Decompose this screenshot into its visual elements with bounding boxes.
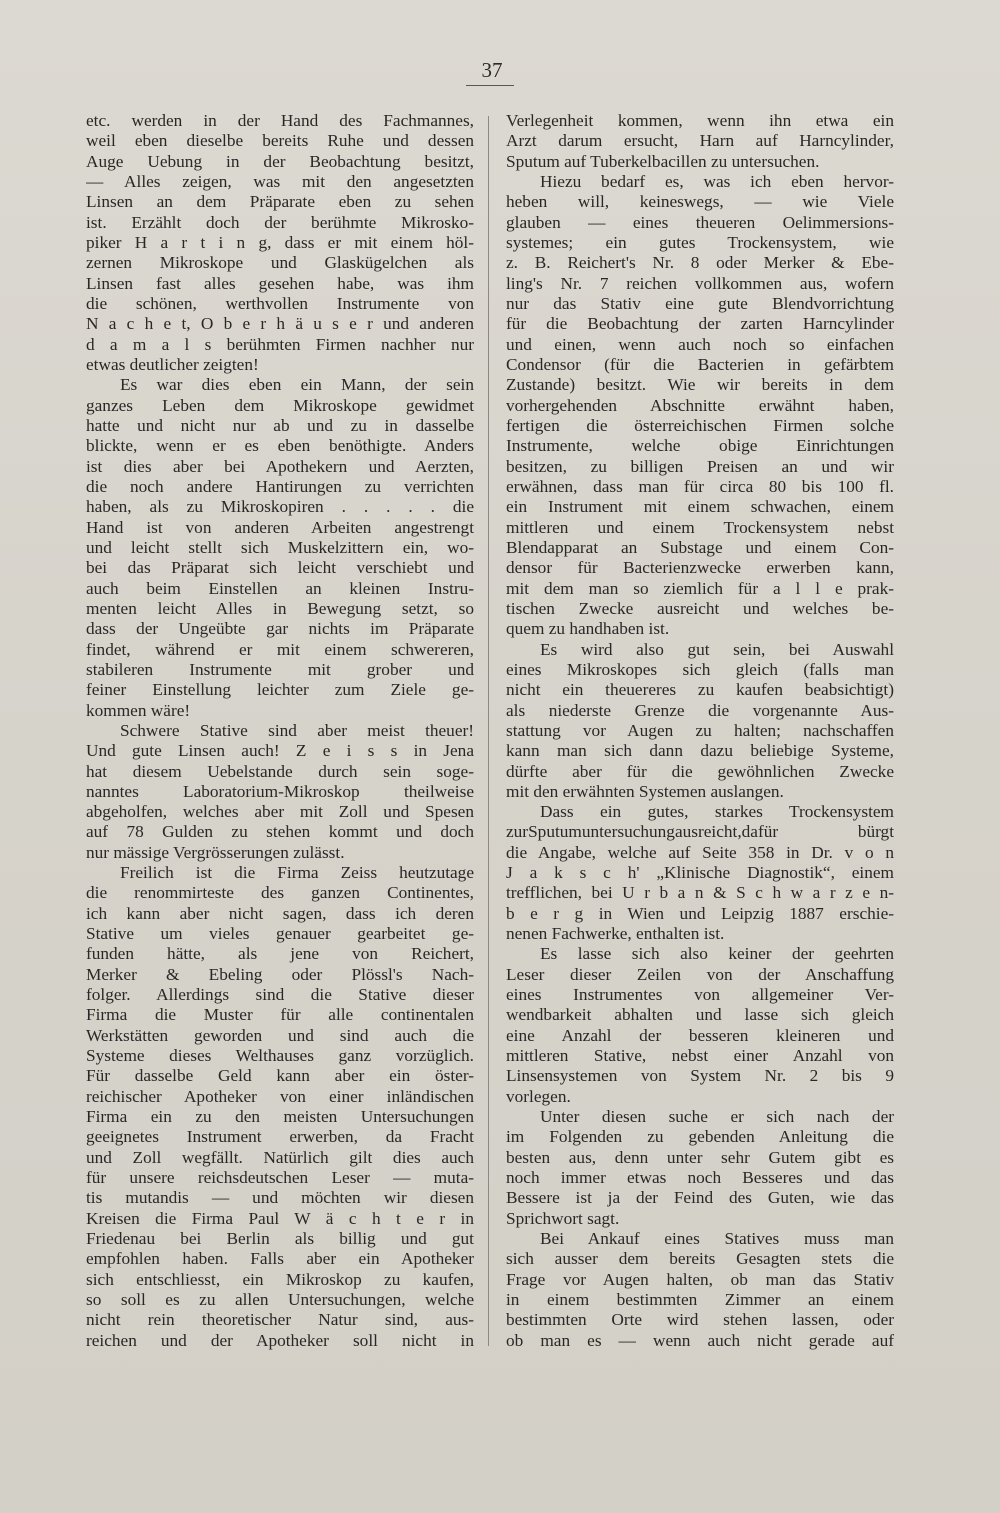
right-column (506, 111, 894, 1351)
text-line: Hiezu bedarf es, was ich eben hervor- (540, 171, 894, 191)
text-line: Stative um vieles genauer gearbeitet ge- (86, 924, 474, 944)
text-line: bestimmten Orte wird stehen lassen, oder (506, 1310, 894, 1330)
text-line: reichen und der Apotheker soll nicht in (86, 1330, 474, 1350)
text-line: fertigen die österreichischen Firmen solche (506, 415, 894, 435)
text-line: feiner Einstellung leichter zum Ziele ge- (86, 680, 474, 700)
text-line: z. B. Reichert's Nr. 8 oder Merker & Ebe- (506, 253, 894, 273)
text-line: auf 78 Gulden zu stehen kommt und doch (86, 822, 474, 842)
text-line: ist. Erzählt doch der berühmte Mikrosko- (86, 212, 474, 232)
text-line: kommen wäre! (86, 700, 191, 720)
text-line: b e r g in Wien und Leipzig 1887 erschie- (506, 903, 894, 923)
text-line: als niederste Grenze die vorgenannte Aus- (506, 700, 894, 720)
text-line: Schwere Stative sind aber meist theuer! (120, 720, 474, 740)
text-line: hat diesem Uebelstande durch sein soge- (86, 761, 474, 781)
text-line: Verlegenheit kommen, wenn ihn etwa ein (506, 111, 894, 130)
text-line: — Alles zeigen, was mit den angesetzten (86, 171, 474, 191)
text-line: dürfte aber für die gewöhnlichen Zwecke (506, 761, 894, 781)
text-line: Es war dies eben ein Mann, der sein (120, 375, 474, 395)
text-line: blickte, wenn er es eben benöthigte. Anders (86, 436, 474, 456)
text-line: mit den erwähnten Systemen auslangen. (506, 781, 784, 801)
text-line: Linsen fast alles gesehen habe, was ihm (86, 273, 474, 293)
text-line: auch beim Einstellen an kleinen Instru- (86, 578, 474, 598)
text-line: erwähnen, dass man für circa 80 bis 100 fl. (506, 476, 894, 496)
text-line: im Folgenden zu gebenden Anleitung die (506, 1127, 894, 1147)
text-line: quem zu handhaben ist. (506, 619, 670, 639)
text-line: nicht ein theuereres zu kaufen beabsichtigt) (506, 680, 894, 700)
text-line: abgeholfen, welches aber mit Zoll und Spesen (86, 802, 474, 822)
text-line: Es wird also gut sein, bei Auswahl (540, 639, 894, 659)
column-divider (488, 116, 489, 1346)
text-line: mittleren Stative, nebst einer Anzahl von (506, 1046, 894, 1066)
text-line: für unsere reichsdeutschen Leser — muta- (86, 1168, 474, 1188)
text-line: Kreisen die Firma Paul W ä c h t e r in (86, 1208, 474, 1228)
text-line: zurSputumuntersuchungausreicht,dafür bürgt (506, 822, 894, 842)
text-line: Arzt darum ersucht, Harn auf Harncylinder, (506, 131, 894, 151)
text-line: Freilich ist die Firma Zeiss heutzutage (120, 863, 474, 883)
text-line: die schönen, werthvollen Instrumente von (86, 293, 474, 313)
text-line: Blendapparat an Substage und einem Con- (506, 537, 894, 557)
text-line: nicht rein theoretischer Natur sind, aus- (86, 1310, 474, 1330)
text-line: haben, als zu Mikroskopiren . . . . . die (86, 497, 474, 517)
text-line: piker H a r t i n g, dass er mit einem höl- (86, 232, 474, 252)
text-line: nenen Fachwerke, enthalten ist. (506, 924, 725, 944)
text-line: Bessere ist ja der Feind des Guten, wie das (506, 1188, 894, 1208)
text-line: stabileren Instrumente mit grober und (86, 659, 474, 679)
text-line: Sprichwort sagt. (506, 1208, 620, 1228)
text-line: ling's Nr. 7 reichen vollkommen aus, wofern (506, 273, 894, 293)
text-line: Und gute Linsen auch! Z e i s s in Jena (86, 741, 474, 761)
text-line: für die Beobachtung der zarten Harncylinder (506, 314, 894, 334)
text-line: folger. Allerdings sind die Stative dieser (86, 985, 474, 1005)
text-line: ein Instrument mit einem schwachen, einem (506, 497, 894, 517)
text-line: glauben — eines theueren Oelimmersions- (506, 212, 894, 232)
text-line: so soll es zu allen Untersuchungen, welche (86, 1290, 474, 1310)
text-line: Condensor (für die Bacterien in gefärbtem (506, 354, 894, 374)
text-line: Sputum auf Tuberkelbacillen zu untersuchen. (506, 151, 820, 171)
text-line: wendbarkeit abhalten und lasse sich gleich (506, 1005, 894, 1025)
text-line: J a k s c h' „Klinische Diagnostik“, einem (506, 863, 894, 883)
text-line: Bei Ankauf eines Statives muss man (540, 1229, 894, 1249)
text-line: Auge Uebung in der Beobachtung besitzt, (86, 151, 474, 171)
text-line: und leicht stellt sich Muskelzittern ein, wo- (86, 537, 474, 557)
text-line: nur mässige Vergrösserungen zulässt. (86, 842, 345, 862)
text-line: stattung vor Augen zu halten; nachschaffen (506, 720, 894, 740)
text-line: sich ausser dem bereits Gesagten stets die (506, 1249, 894, 1269)
text-line: Unter diesen suche er sich nach der (540, 1107, 894, 1127)
text-line: mit dem man so ziemlich für a l l e prak- (506, 578, 894, 598)
text-line: sich entschliesst, ein Mikroskop zu kaufen, (86, 1269, 474, 1289)
text-line: tis mutandis — und möchten wir diesen (86, 1188, 474, 1208)
text-line: nanntes Laboratorium-Mikroskop theilweise (86, 781, 474, 801)
text-line: Werkstätten geworden und sind auch die (86, 1025, 474, 1045)
text-line: Systeme dieses Welthauses ganz vorzüglich. (86, 1046, 474, 1066)
page-number-rule (466, 85, 514, 86)
text-line: mittleren und einem Trockensystem nebst (506, 517, 894, 537)
text-line: ob man es — wenn auch nicht gerade auf (506, 1330, 894, 1350)
text-line: Instrumente, welche obige Einrichtungen (506, 436, 894, 456)
text-line: und Zoll wegfällt. Natürlich gilt dies auch (86, 1147, 474, 1167)
text-line: noch immer etwas noch Besseres und das (506, 1168, 894, 1188)
text-line: etwas deutlicher zeigten! (86, 354, 259, 374)
text-line: menten leicht Alles in Bewegung setzt, so (86, 598, 474, 618)
text-line: Frage vor Augen halten, ob man das Stativ (506, 1269, 894, 1289)
text-line: ganzes Leben dem Mikroskope gewidmet (86, 395, 474, 415)
text-line: Firma die Muster für alle continentalen (86, 1005, 474, 1025)
text-line: eines Instrumentes von allgemeiner Ver- (506, 985, 894, 1005)
text-line: in einem bestimmten Zimmer an einem (506, 1290, 894, 1310)
text-line: die renommirteste des ganzen Continentes, (86, 883, 474, 903)
text-line: Linsen an dem Präparate eben zu sehen (86, 192, 474, 212)
text-line: funden hätte, als jene von Reichert, (86, 944, 474, 964)
text-line: eines Mikroskopes sich gleich (falls man (506, 659, 894, 679)
text-line: heben will, keineswegs, — wie Viele (506, 192, 894, 212)
text-line: besitzen, zu billigen Preisen an und wir (506, 456, 894, 476)
text-line: hatte und nicht nur ab und zu in dasselbe (86, 415, 474, 435)
text-line: trefflichen, bei U r b a n & S c h w a r z e n- (506, 883, 894, 903)
text-line: tischen Zwecke ausreicht und welches be- (506, 598, 894, 618)
text-line: geeignetes Instrument erwerben, da Fracht (86, 1127, 474, 1147)
text-line: und einen, wenn auch noch so einfachen (506, 334, 894, 354)
text-line: die noch andere Hantirungen zu verrichten (86, 476, 474, 496)
page-number: 37 (481, 58, 503, 82)
text-line: d a m a l s berühmten Firmen nachher nur (86, 334, 474, 354)
text-line: ich kann aber nicht sagen, dass ich deren (86, 903, 474, 923)
text-line: Für dasselbe Geld kann aber ein öster- (86, 1066, 474, 1086)
text-line: findet, während er mit einem schwereren, (86, 639, 474, 659)
text-line: Linsensystemen von System Nr. 2 bis 9 (506, 1066, 894, 1086)
left-column (86, 111, 474, 1351)
text-line: vorlegen. (506, 1086, 571, 1106)
text-line: etc. werden in der Hand des Fachmannes, (86, 111, 474, 130)
text-line: kann man sich dann dazu beliebige Systeme, (506, 741, 894, 761)
text-line: Friedenau bei Berlin als billig und gut (86, 1229, 474, 1249)
text-line: bei das Präparat sich leicht verschiebt und (86, 558, 474, 578)
text-line: Hand ist von anderen Arbeiten angestrengt (86, 517, 474, 537)
text-line: weil eben dieselbe bereits Ruhe und dessen (86, 131, 474, 151)
text-line: Zustande) besitzt. Wie wir bereits in dem (506, 375, 894, 395)
text-line: reichischer Apotheker von einer inländischen (86, 1086, 474, 1106)
text-line: ist dies aber bei Apothekern und Aerzten, (86, 456, 474, 476)
text-line: die Angabe, welche auf Seite 358 in Dr. v o n (506, 842, 894, 862)
text-line: nur das Stativ eine gute Blendvorrichtung (506, 293, 894, 313)
text-line: Firma ein zu den meisten Untersuchungen (86, 1107, 474, 1127)
text-line: besten aus, denn unter sehr Gutem gibt es (506, 1147, 894, 1167)
text-line: empfohlen haben. Falls aber ein Apotheker (86, 1249, 474, 1269)
text-line: N a c h e t, O b e r h ä u s e r und anderen (86, 314, 474, 334)
text-line: densor für Bacterienzwecke erwerben kann, (506, 558, 894, 578)
text-line: Leser dieser Zeilen von der Anschaffung (506, 964, 894, 984)
text-line: zernen Mikroskope und Glaskügelchen als (86, 253, 474, 273)
text-line: vorhergehenden Abschnitte erwähnt haben, (506, 395, 894, 415)
text-line: eine Anzahl der besseren kleineren und (506, 1025, 894, 1045)
text-line: Dass ein gutes, starkes Trockensystem (540, 802, 894, 822)
text-line: Es lasse sich also keiner der geehrten (540, 944, 894, 964)
text-line: dass der Ungeübte gar nichts im Präparate (86, 619, 474, 639)
text-line: systemes; ein gutes Trockensystem, wie (506, 232, 894, 252)
text-line: Merker & Ebeling oder Plössl's Nach- (86, 964, 474, 984)
